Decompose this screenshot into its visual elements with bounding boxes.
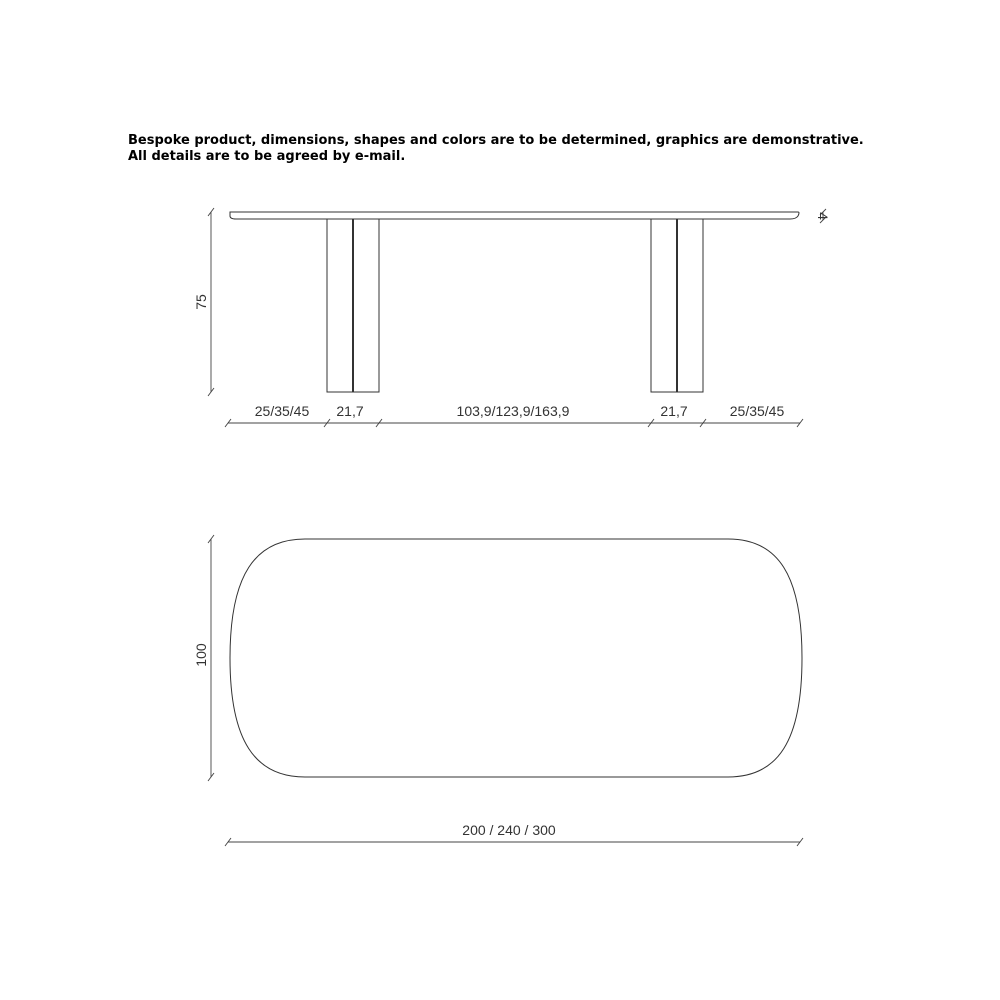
top-view-tabletop-outline [230, 539, 802, 777]
disclaimer-line-2: All details are to be agreed by e-mail. [128, 149, 406, 164]
overhang-right-label: 25/35/45 [729, 403, 785, 419]
horizontal-dimension-chain [225, 419, 803, 427]
side-view [193, 208, 831, 427]
left-leg-front-panel [327, 219, 353, 392]
between-legs-label: 103,9/123,9/163,9 [456, 403, 570, 419]
top-view [193, 535, 803, 846]
left-leg-back-panel [353, 219, 379, 392]
length-label: 200 / 240 / 300 [462, 822, 556, 838]
thickness-label: 4 [815, 212, 831, 220]
leg-right-width-label: 21,7 [660, 403, 688, 419]
right-leg-back-panel [677, 219, 703, 392]
height-label: 75 [193, 294, 209, 310]
disclaimer-line-1: Bespoke product, dimensions, shapes and colors are to be determined, graphics are demonstrative. [128, 133, 864, 148]
leg-left-width-label: 21,7 [336, 403, 364, 419]
length-dimension-line [225, 838, 803, 846]
depth-label: 100 [193, 643, 209, 667]
side-view-tabletop [230, 212, 799, 219]
right-leg-front-panel [651, 219, 677, 392]
overhang-left-label: 25/35/45 [254, 403, 310, 419]
